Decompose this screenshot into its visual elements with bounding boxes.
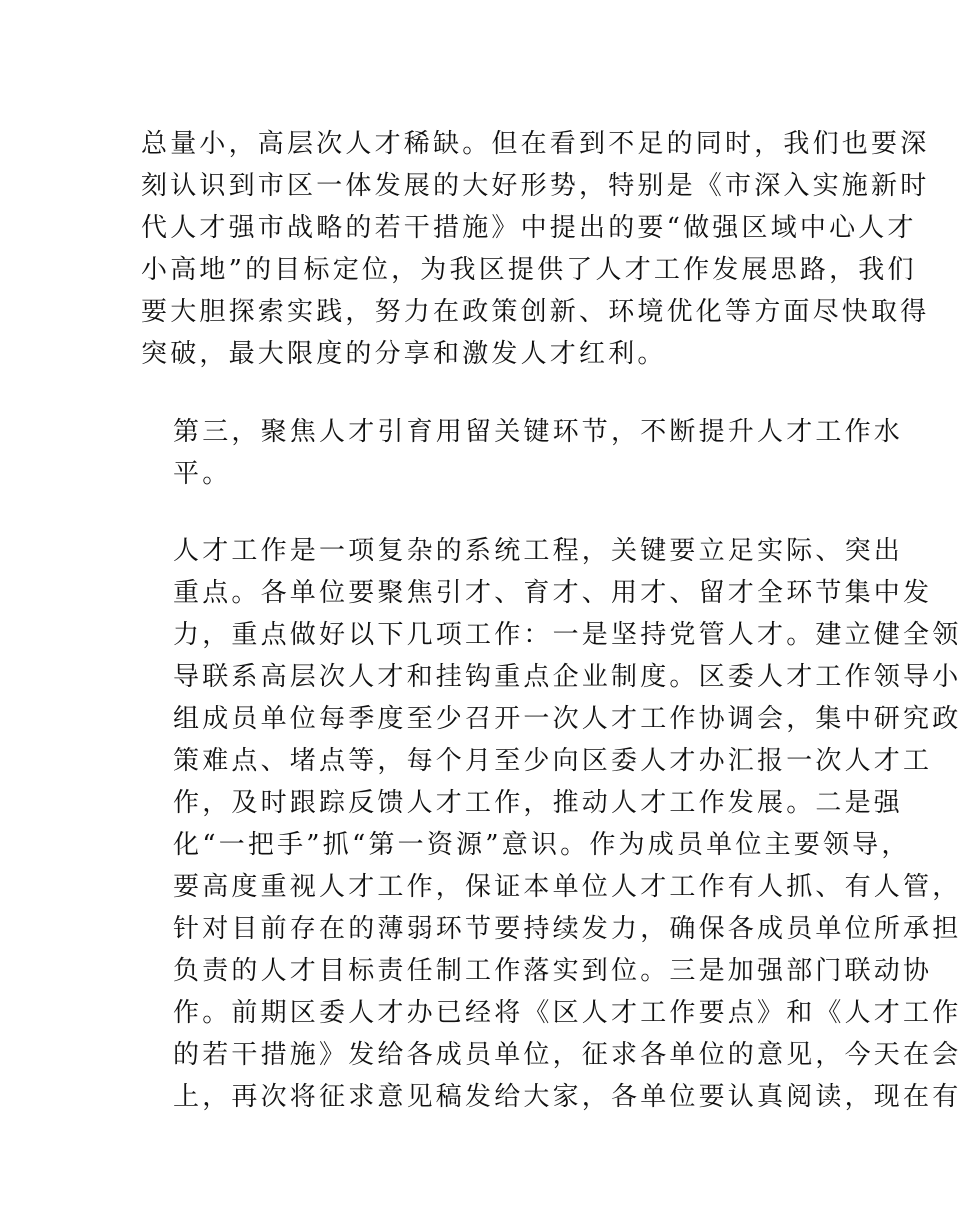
text-line: 重点。各单位要聚焦引才、育才、用才、留才全环节集中发 <box>173 578 933 608</box>
text-line: 刻认识到市区一体发展的大好形势，特别是《市深入实施新时 <box>141 171 930 201</box>
paragraph-continuation <box>141 123 930 375</box>
text-line: 负责的人才目标责任制工作落实到位。三是加强部门联动协 <box>173 956 933 986</box>
text-line: 导联系高层次人才和挂钩重点企业制度。区委人才工作领导小 <box>173 662 961 692</box>
text-line: 要大胆探索实践，努力在政策创新、环境优化等方面尽快取得 <box>141 297 930 327</box>
text-line: 策难点、堵点等，每个月至少向区委人才办汇报一次人才工 <box>173 746 933 776</box>
text-line: 小高地”的目标定位，为我区提供了人才工作发展思路，我们 <box>141 255 917 285</box>
text-line: 作，及时跟踪反馈人才工作，推动人才工作发展。二是强 <box>173 788 904 818</box>
text-line: 力，重点做好以下几项工作：一是坚持党管人才。建立健全领 <box>173 620 961 650</box>
text-line: 组成员单位每季度至少召开一次人才工作协调会，集中研究政 <box>173 704 961 734</box>
text-line: 化“一把手”抓“第一资源”意识。作为成员单位主要领导， <box>173 830 911 860</box>
text-line: 作。前期区委人才办已经将《区人才工作要点》和《人才工作 <box>173 998 961 1028</box>
text-line: 要高度重视人才工作，保证本单位人才工作有人抓、有人管， <box>173 872 961 902</box>
text-line: 平。 <box>173 459 232 489</box>
text-line: 上，再次将征求意见稿发给大家，各单位要认真阅读，现在有 <box>173 1082 961 1112</box>
section-heading-paragraph <box>141 411 904 495</box>
text-line: 针对目前存在的薄弱环节要持续发力，确保各成员单位所承担 <box>173 914 961 944</box>
text-line: 人才工作是一项复杂的系统工程，关键要立足实际、突出 <box>173 536 904 566</box>
text-line: 总量小，高层次人才稀缺。但在看到不足的同时，我们也要深 <box>141 129 930 159</box>
text-line: 的若干措施》发给各成员单位，征求各单位的意见，今天在会 <box>173 1040 961 1070</box>
text-line: 第三，聚焦人才引育用留关键环节，不断提升人才工作水 <box>173 417 904 447</box>
body-paragraph <box>141 530 961 1118</box>
text-line: 代人才强市战略的若干措施》中提出的要“做强区域中心人才 <box>141 213 917 243</box>
text-line: 突破，最大限度的分享和激发人才红利。 <box>141 339 667 369</box>
